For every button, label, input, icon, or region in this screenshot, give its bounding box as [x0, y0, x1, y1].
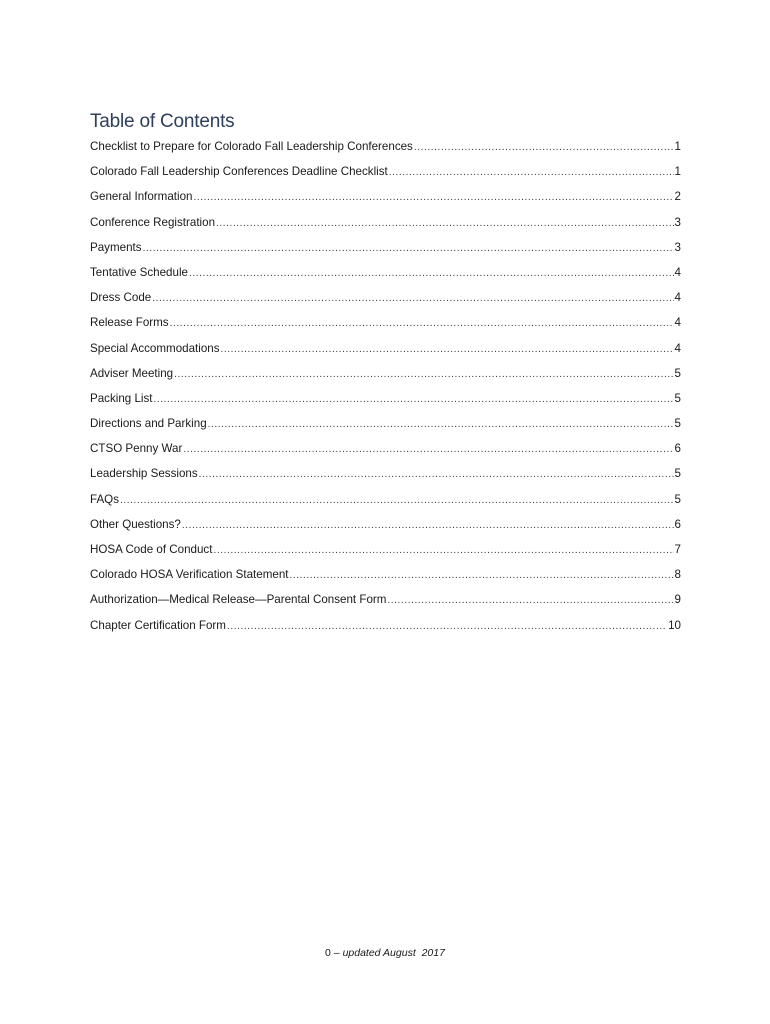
- toc-entry-title: FAQs: [90, 492, 119, 506]
- toc-entry[interactable]: [90, 235, 681, 260]
- toc-entry-title: General Information: [90, 190, 193, 204]
- toc-entry-page: 6: [674, 517, 681, 531]
- toc-dot-leader: [183, 437, 673, 462]
- toc-entry-page: 9: [674, 593, 681, 607]
- toc-dot-leader: [152, 286, 673, 311]
- toc-entry[interactable]: [90, 537, 681, 562]
- toc-entry[interactable]: [90, 411, 681, 436]
- toc-entry-page: 5: [674, 417, 681, 431]
- toc-entry[interactable]: [90, 361, 681, 386]
- toc-dot-leader: [213, 538, 673, 563]
- toc-entry-title: CTSO Penny War: [90, 442, 183, 456]
- footer-updated-note: updated August 2017: [342, 947, 445, 959]
- toc-dot-leader: [189, 261, 674, 286]
- toc-entry-page: 10: [668, 618, 681, 632]
- toc-entry-page: 5: [674, 467, 681, 481]
- toc-entry-page: 4: [674, 265, 681, 279]
- toc-entry-title: Packing List: [90, 391, 153, 405]
- toc-entry-title: Authorization—Medical Release—Parental Consent Form: [90, 593, 387, 607]
- toc-dot-leader: [216, 211, 674, 236]
- toc-entry-title: Dress Code: [90, 291, 152, 305]
- footer-page-number: 0 –: [325, 947, 343, 959]
- toc-entry[interactable]: [90, 487, 681, 512]
- toc-dot-leader: [120, 488, 674, 513]
- toc-entry-title: Other Questions?: [90, 517, 181, 531]
- toc-dot-leader: [199, 462, 674, 487]
- toc-entry-title: Tentative Schedule: [90, 265, 188, 279]
- toc-entry-page: 5: [674, 366, 681, 380]
- toc-entry-title: Directions and Parking: [90, 417, 207, 431]
- toc-entry[interactable]: [90, 562, 681, 587]
- toc-heading: Table of Contents: [90, 111, 235, 132]
- toc-entry-title: Adviser Meeting: [90, 366, 174, 380]
- toc-entry[interactable]: [90, 159, 681, 184]
- toc-entry-page: 5: [674, 492, 681, 506]
- toc-entry-title: Conference Registration: [90, 215, 216, 229]
- page-footer: [0, 946, 770, 960]
- toc-entry-title: Colorado Fall Leadership Conferences Deadline Checklist: [90, 165, 388, 179]
- toc-dot-leader: [290, 563, 674, 588]
- toc-dot-leader: [143, 236, 674, 261]
- toc-entry-page: 1: [674, 165, 681, 179]
- toc-dot-leader: [154, 387, 674, 412]
- toc-entry[interactable]: [90, 336, 681, 361]
- toc-dot-leader: [174, 362, 673, 387]
- toc-entry-page: 6: [674, 442, 681, 456]
- toc-entry-page: 2: [674, 190, 681, 204]
- toc-entry-page: 8: [674, 568, 681, 582]
- toc-dot-leader: [227, 614, 667, 639]
- toc-entry-page: 3: [674, 240, 681, 254]
- toc-entry-title: Payments: [90, 240, 142, 254]
- toc-entry[interactable]: [90, 436, 681, 461]
- toc-entry-page: 1: [674, 140, 681, 153]
- toc-entry[interactable]: [90, 613, 681, 638]
- toc-entry-page: 4: [674, 316, 681, 330]
- toc-dot-leader: [170, 311, 674, 336]
- toc-entry-title: Release Forms: [90, 316, 169, 330]
- toc-entry-page: 3: [674, 215, 681, 229]
- toc-entry[interactable]: [90, 310, 681, 335]
- toc-entry-title: HOSA Code of Conduct: [90, 543, 213, 556]
- toc-entry[interactable]: [90, 184, 681, 209]
- toc-dot-leader: [193, 185, 673, 210]
- toc-entry-page: 4: [674, 291, 681, 305]
- toc-entry[interactable]: [90, 210, 681, 235]
- toc-entry-title: Special Accommodations: [90, 341, 220, 355]
- toc-entry-page: 4: [674, 341, 681, 355]
- toc-entry[interactable]: [90, 512, 681, 537]
- toc-entry-title: Chapter Certification Form: [90, 618, 226, 632]
- toc-entry-title: Checklist to Prepare for Colorado Fall Leadership Conferences: [90, 140, 413, 153]
- toc-entry[interactable]: [90, 134, 681, 159]
- toc-dot-leader: [221, 337, 674, 362]
- toc-dot-leader: [208, 412, 674, 437]
- toc-entry-title: Colorado HOSA Verification Statement: [90, 568, 289, 582]
- toc-dot-leader: [182, 513, 674, 538]
- toc-entry-title: Leadership Sessions: [90, 467, 198, 481]
- toc-entry[interactable]: [90, 386, 681, 411]
- toc-entry-page: 5: [674, 391, 681, 405]
- toc-entry[interactable]: [90, 461, 681, 486]
- toc-dot-leader: [387, 588, 673, 613]
- toc-entry[interactable]: [90, 587, 681, 612]
- toc-entry[interactable]: [90, 260, 681, 285]
- toc-list: [90, 134, 681, 638]
- toc-dot-leader: [389, 160, 674, 185]
- toc-entry[interactable]: [90, 285, 681, 310]
- toc-entry-page: 7: [674, 543, 681, 556]
- toc-dot-leader: [414, 135, 674, 160]
